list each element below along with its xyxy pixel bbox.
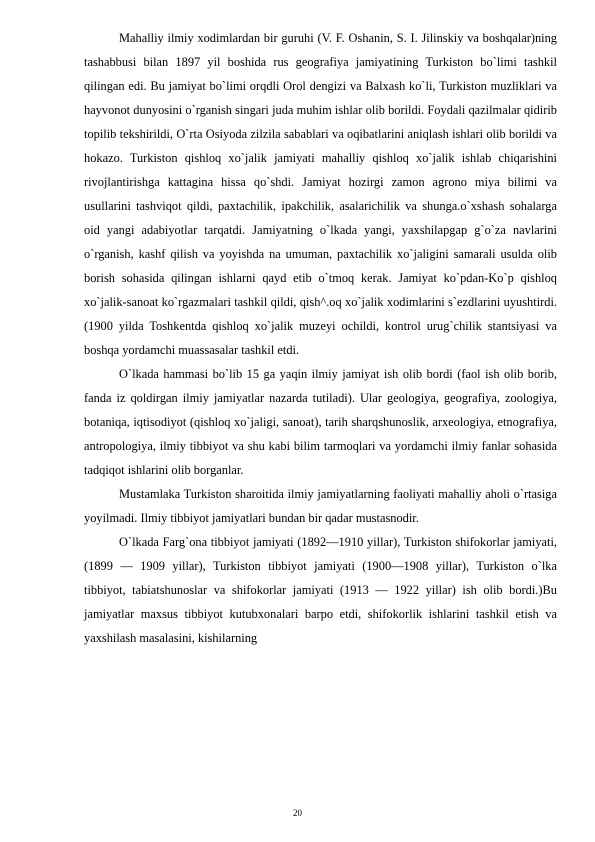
paragraph-medical-societies: O`lkada Farg`ona tibbiyot jamiyati (1892—1910 yillar), Turkiston shifokorlar jamiyati,(1899 — 1909 yillar), Turkiston tibbiyot jamiyati (1900—1908 yillar), Turkiston o`lka tibbiyot, tabiatshunoslar va shifokorlar jamiyati (1913 — 1922 yillar) ish olib bordi.)Bu jamiyatlar maxsus tibbiyot kutubxonalari barpo etdi, shifokorlik ishlarini tashkil etish va yaxshilash masalasini, kishilarning xyxy=(84,535,557,645)
page-number: 20 xyxy=(293,808,302,818)
paragraph-colonial-conditions: Mustamlaka Turkiston sharoitida ilmiy jamiyatlarning faoliyati mahalliy aholi o`rtasiga yoyilmadi. Ilmiy tibbiyot jamiyatlari bundan bir qadar mustasnodir. xyxy=(84,487,557,525)
document-page xyxy=(84,26,557,650)
paragraph-scientific-societies: O`lkada hammasi bo`lib 15 ga yaqin ilmiy jamiyat ish olib bordi (faol ish olib borib, fanda iz qoldirgan ilmiy jamiyatlar nazarda tutiladi). Ular geologiya, geografiya, zoologiya, botaniqa, iqtisodiyot (qishloq xo`jaligi, sanoat), tarih sharqshunoslik, arxeologiya, etnografiya, antropologiya, ilmiy tibbiyot va shu kabi bilim tarmoqlari va yordamchi ilmiy fanlar sohasida tadqiqot ishlarini olib borganlar. xyxy=(84,367,557,477)
paragraph-geography-society: Mahalliy ilmiy xodimlardan bir guruhi (V. F. Oshanin, S. I. Jilinskiy va boshqalar)ning tashabbusi bilan 1897 yil boshida rus geografiya jamiyatining Turkiston bo`limi tashkil qilingan edi. Bu jamiyat bo`limi orqdli Orol dengizi va Balxash ko`li, Turkiston muzliklari va hayvonot dunyosini o`rganish singari juda muhim ishlar olib borildi. Foydali qazilmalar qidirib topilib tekshirildi, O`rta Osiyoda zilzila sabablari va oqibatlarini aniqlash ishlari olib borildi va hokazo. Turkiston qishloq xo`jalik jamiyati mahalliy qishloq xo`jalik ishlab chiqarishini rivojlantirishga kattagina hissa qo`shdi. Jamiyat hozirgi zamon agrono miya bilimi va usullarini tashviqot qildi, paxtachilik, ipakchilik, asalarichilik va shunga.o`xshash sohalarga oid yangi adabiyotlar tarqatdi. Jamiyatning o`lkada yangi, yaxshilapgap g`o`za navlarini o`rganish, kashf qilish va yoyishda na umuman, paxtachilik xo`jaligini samarali usulda olib borish sohasida qilingan ishlarni qayd etib o`tmoq kerak. Jamiyat ko`pdan-Ko`p qishloq xo`jalik-sanoat ko`rgazmalari tashkil qildi, qish^.oq xo`jalik xodimlarini s`ezdlarini uyushtirdi. (1900 yilda Toshkentda qishloq xo`jalik muzeyi ochildi, kontrol urug`chilik stantsiyasi va boshqa yordamchi muassasalar tashkil etdi. xyxy=(84,31,557,357)
